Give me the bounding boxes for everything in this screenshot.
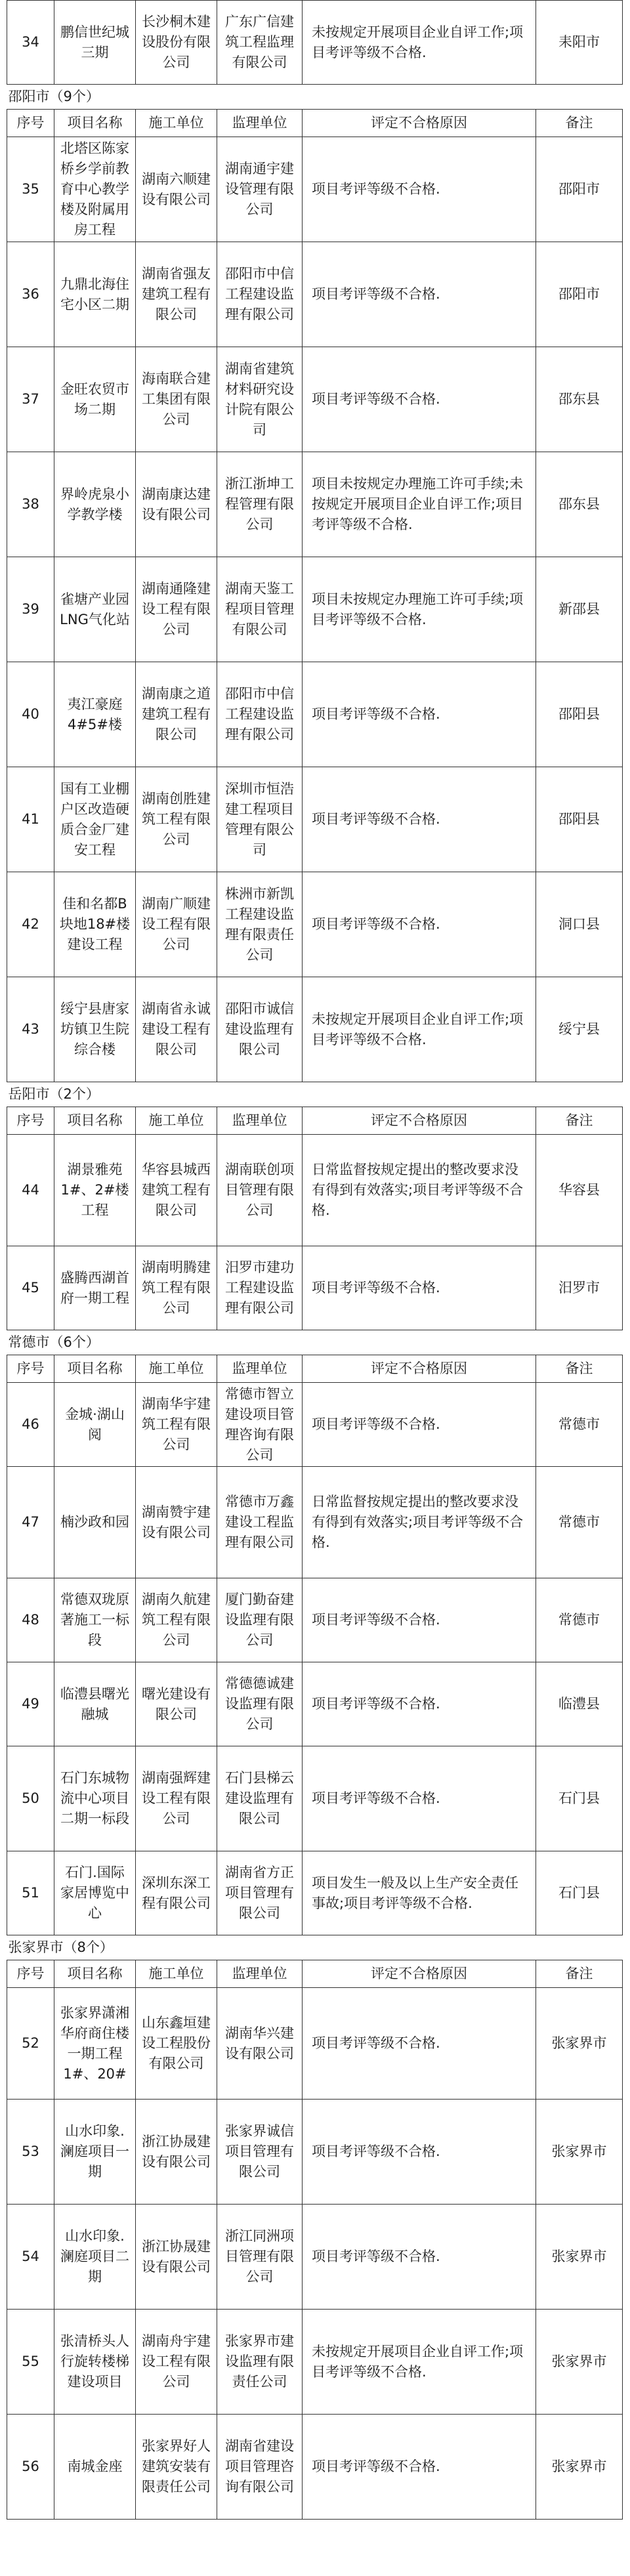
supervisor: 湖南省方正项目管理有限公司: [217, 1851, 303, 1935]
failure-reason: 未按规定开展项目企业自评工作;项目考评等级不合格.: [303, 2310, 536, 2415]
project-name: 湖景雅苑1#、2#楼工程: [54, 1135, 136, 1246]
project-name: 绥宁县唐家坊镇卫生院综合楼: [54, 977, 136, 1082]
section-title-row: [7, 1082, 623, 1107]
header-seq: 序号: [7, 1107, 54, 1135]
row-number: 34: [7, 1, 54, 85]
header-project-name: 项目名称: [54, 110, 136, 137]
remark: 华容县: [536, 1135, 623, 1246]
remark: 邵阳县: [536, 767, 623, 872]
remark: 石门县: [536, 1851, 623, 1935]
contractor: 湖南舟宇建设工程有限公司: [136, 2310, 217, 2415]
row-number: 42: [7, 872, 54, 977]
header-reason: 评定不合格原因: [303, 1355, 536, 1383]
row-number: 35: [7, 137, 54, 242]
supervisor: 常德市智立建设项目管理咨询有限公司: [217, 1383, 303, 1467]
contractor: 华容县城西建筑工程有限公司: [136, 1135, 217, 1246]
table-row: [7, 1851, 623, 1935]
project-name: 佳和名都B块地18#楼建设工程: [54, 872, 136, 977]
header-project-name: 项目名称: [54, 1355, 136, 1383]
row-number: 40: [7, 662, 54, 767]
remark: 新邵县: [536, 557, 623, 662]
header-reason: 评定不合格原因: [303, 1960, 536, 1988]
remark: 邵阳市: [536, 242, 623, 347]
row-number: 56: [7, 2415, 54, 2520]
row-number: 50: [7, 1746, 54, 1851]
table-row: [7, 1988, 623, 2100]
row-number: 43: [7, 977, 54, 1082]
section-title-row: [7, 85, 623, 110]
contractor: 湖南赞宇建设有限公司: [136, 1467, 217, 1578]
table-body: [7, 1, 623, 2520]
remark: 常德市: [536, 1578, 623, 1662]
row-number: 48: [7, 1578, 54, 1662]
supervisor: 厦门勤奋建设监理有限公司: [217, 1578, 303, 1662]
header-remark: 备注: [536, 1355, 623, 1383]
supervisor: 湖南省建设项目管理咨询有限公司: [217, 2415, 303, 2520]
supervisor: 湖南天鉴工程项目管理有限公司: [217, 557, 303, 662]
remark: 临澧县: [536, 1662, 623, 1746]
supervisor: 株洲市新凯工程建设监理有限责任公司: [217, 872, 303, 977]
contractor: 湖南康之道建筑工程有限公司: [136, 662, 217, 767]
failure-reason: 未按规定开展项目企业自评工作;项目考评等级不合格.: [303, 977, 536, 1082]
row-number: 39: [7, 557, 54, 662]
supervisor: 邵阳市中信工程建设监理有限公司: [217, 662, 303, 767]
table-row: [7, 1746, 623, 1851]
remark: 洞口县: [536, 872, 623, 977]
project-name: 鹏信世纪城三期: [54, 1, 136, 85]
supervisor: 浙江同洲项目管理有限公司: [217, 2205, 303, 2310]
header-contractor: 施工单位: [136, 1355, 217, 1383]
failure-reason: 项目考评等级不合格.: [303, 1578, 536, 1662]
supervisor: 常德德诚建设监理有限公司: [217, 1662, 303, 1746]
table-row: [7, 347, 623, 452]
header-remark: 备注: [536, 1960, 623, 1988]
supervisor: 湖南联创项目管理有限公司: [217, 1135, 303, 1246]
section-title: 张家界市（8个）: [7, 1935, 623, 1960]
project-name: 张清桥头人行旋转楼梯建设项目: [54, 2310, 136, 2415]
header-remark: 备注: [536, 110, 623, 137]
row-number: 52: [7, 1988, 54, 2100]
failure-reason: 项目考评等级不合格.: [303, 2100, 536, 2205]
failure-reason: 项目考评等级不合格.: [303, 872, 536, 977]
project-name: 夷江豪庭4#5#楼: [54, 662, 136, 767]
row-number: 41: [7, 767, 54, 872]
row-number: 46: [7, 1383, 54, 1467]
contractor: 湖南康达建设有限公司: [136, 452, 217, 557]
failure-reason: 项目考评等级不合格.: [303, 1662, 536, 1746]
contractor: 浙江协晟建设有限公司: [136, 2100, 217, 2205]
failure-reason: 项目未按规定办理施工许可手续;项目考评等级不合格.: [303, 557, 536, 662]
failure-reason: 项目考评等级不合格.: [303, 1746, 536, 1851]
table-row: [7, 452, 623, 557]
header-project-name: 项目名称: [54, 1960, 136, 1988]
section-title: 常德市（6个）: [7, 1330, 623, 1355]
project-name: 金城·湖山阅: [54, 1383, 136, 1467]
table-row: [7, 137, 623, 242]
supervisor: 广东广信建筑工程监理有限公司: [217, 1, 303, 85]
supervisor: 邵阳市诚信建设监理有限公司: [217, 977, 303, 1082]
remark: 耒阳市: [536, 1, 623, 85]
row-number: 51: [7, 1851, 54, 1935]
section-title-row: [7, 1330, 623, 1355]
table-row: [7, 2415, 623, 2520]
header-contractor: 施工单位: [136, 1107, 217, 1135]
failure-reason: 项目考评等级不合格.: [303, 1988, 536, 2100]
contractor: 张家界好人建筑安装有限责任公司: [136, 2415, 217, 2520]
row-number: 55: [7, 2310, 54, 2415]
header-supervisor: 监理单位: [217, 110, 303, 137]
contractor: 曙光建设有限公司: [136, 1662, 217, 1746]
contractor: 湖南广顺建设工程有限公司: [136, 872, 217, 977]
section-title: 岳阳市（2个）: [7, 1082, 623, 1107]
project-name: 界岭虎泉小学教学楼: [54, 452, 136, 557]
contractor: 长沙桐木建设股份有限公司: [136, 1, 217, 85]
table-row: [7, 2100, 623, 2205]
header-seq: 序号: [7, 110, 54, 137]
row-number: 37: [7, 347, 54, 452]
project-name: 金旺农贸市场二期: [54, 347, 136, 452]
row-number: 36: [7, 242, 54, 347]
header-supervisor: 监理单位: [217, 1960, 303, 1988]
failure-reason: 项目考评等级不合格.: [303, 1383, 536, 1467]
table-row: [7, 242, 623, 347]
table-row: [7, 767, 623, 872]
table-row: [7, 1578, 623, 1662]
section-title-row: [7, 1935, 623, 1960]
row-number: 47: [7, 1467, 54, 1578]
remark: 邵阳县: [536, 662, 623, 767]
remark: 邵东县: [536, 347, 623, 452]
header-contractor: 施工单位: [136, 110, 217, 137]
contractor: 湖南省强友建筑工程有限公司: [136, 242, 217, 347]
row-number: 54: [7, 2205, 54, 2310]
remark: 张家界市: [536, 2310, 623, 2415]
remark: 邵阳市: [536, 137, 623, 242]
failure-reason: 项目考评等级不合格.: [303, 242, 536, 347]
contractor: 海南联合建工集团有限公司: [136, 347, 217, 452]
project-name: 临澧县曙光融城: [54, 1662, 136, 1746]
header-contractor: 施工单位: [136, 1960, 217, 1988]
row-number: 45: [7, 1246, 54, 1330]
project-name: 山水印象.澜庭项目一期: [54, 2100, 136, 2205]
header-row: [7, 1355, 623, 1383]
header-row: [7, 1107, 623, 1135]
supervisor: 石门县梯云建设监理有限公司: [217, 1746, 303, 1851]
project-name: 常德双珑原著施工一标段: [54, 1578, 136, 1662]
supervisor: 深圳市恒浩建工程项目管理有限公司: [217, 767, 303, 872]
header-project-name: 项目名称: [54, 1107, 136, 1135]
contractor: 湖南六顺建设有限公司: [136, 137, 217, 242]
header-row: [7, 1960, 623, 1988]
supervisor: 常德市万鑫建设工程监理有限公司: [217, 1467, 303, 1578]
supervisor: 湖南华兴建设有限公司: [217, 1988, 303, 2100]
failure-reason: 项目未按规定办理施工许可手续;未按规定开展项目企业自评工作;项目考评等级不合格.: [303, 452, 536, 557]
remark: 张家界市: [536, 2415, 623, 2520]
header-reason: 评定不合格原因: [303, 110, 536, 137]
project-name: 南城金座: [54, 2415, 136, 2520]
remark: 石门县: [536, 1746, 623, 1851]
remark: 汨罗市: [536, 1246, 623, 1330]
table-row: [7, 557, 623, 662]
contractor: 湖南明腾建筑工程有限公司: [136, 1246, 217, 1330]
project-name: 九鼎北海住宅小区二期: [54, 242, 136, 347]
failure-reason: 未按规定开展项目企业自评工作;项目考评等级不合格.: [303, 1, 536, 85]
failure-reason: 项目考评等级不合格.: [303, 137, 536, 242]
contractor: 湖南久航建筑工程有限公司: [136, 1578, 217, 1662]
failure-reason: 日常监督按规定提出的整改要求没有得到有效落实;项目考评等级不合格.: [303, 1467, 536, 1578]
table-row: [7, 872, 623, 977]
contractor: 浙江协晟建设有限公司: [136, 2205, 217, 2310]
project-name: 山水印象.澜庭项目二期: [54, 2205, 136, 2310]
project-list-table: [7, 0, 623, 2520]
failure-reason: 项目考评等级不合格.: [303, 1246, 536, 1330]
table-row: [7, 1135, 623, 1246]
failure-reason: 项目考评等级不合格.: [303, 2415, 536, 2520]
row-number: 49: [7, 1662, 54, 1746]
project-name: 石门.国际家居博览中心: [54, 1851, 136, 1935]
failure-reason: 项目考评等级不合格.: [303, 662, 536, 767]
table-row: [7, 977, 623, 1082]
remark: 邵东县: [536, 452, 623, 557]
table-row: [7, 1662, 623, 1746]
header-seq: 序号: [7, 1960, 54, 1988]
table-row: [7, 2205, 623, 2310]
failure-reason: 项目考评等级不合格.: [303, 767, 536, 872]
contractor: 湖南创胜建筑工程有限公司: [136, 767, 217, 872]
table-row: [7, 662, 623, 767]
failure-reason: 项目考评等级不合格.: [303, 347, 536, 452]
table-row: [7, 2310, 623, 2415]
failure-reason: 日常监督按规定提出的整改要求没有得到有效落实;项目考评等级不合格.: [303, 1135, 536, 1246]
failure-reason: 项目考评等级不合格.: [303, 2205, 536, 2310]
contractor: 湖南华宇建筑工程有限公司: [136, 1383, 217, 1467]
header-remark: 备注: [536, 1107, 623, 1135]
header-supervisor: 监理单位: [217, 1355, 303, 1383]
table-row: [7, 1383, 623, 1467]
table-row: [7, 1, 623, 85]
supervisor: 湖南省建筑材料研究设计院有限公司: [217, 347, 303, 452]
contractor: 山东鑫垣建设工程股份有限公司: [136, 1988, 217, 2100]
table-row: [7, 1246, 623, 1330]
failure-reason: 项目发生一般及以上生产安全责任事故;项目考评等级不合格.: [303, 1851, 536, 1935]
contractor: 深圳东深工程有限公司: [136, 1851, 217, 1935]
row-number: 44: [7, 1135, 54, 1246]
project-name: 国有工业棚户区改造硬质合金厂建安工程: [54, 767, 136, 872]
header-seq: 序号: [7, 1355, 54, 1383]
project-name: 雀塘产业园LNG气化站: [54, 557, 136, 662]
remark: 绥宁县: [536, 977, 623, 1082]
contractor: 湖南通隆建设工程有限公司: [136, 557, 217, 662]
supervisor: 张家界市建设监理有限责任公司: [217, 2310, 303, 2415]
header-reason: 评定不合格原因: [303, 1107, 536, 1135]
remark: 张家界市: [536, 2205, 623, 2310]
project-name: 北塔区陈家桥乡学前教育中心教学楼及附属用房工程: [54, 137, 136, 242]
row-number: 38: [7, 452, 54, 557]
supervisor: 邵阳市中信工程建设监理有限公司: [217, 242, 303, 347]
header-row: [7, 110, 623, 137]
contractor: 湖南强辉建设工程有限公司: [136, 1746, 217, 1851]
section-title: 邵阳市（9个）: [7, 85, 623, 110]
supervisor: 湖南通宇建设管理有限公司: [217, 137, 303, 242]
project-name: 石门东城物流中心项目二期一标段: [54, 1746, 136, 1851]
supervisor: 汨罗市建功工程建设监理有限公司: [217, 1246, 303, 1330]
remark: 常德市: [536, 1383, 623, 1467]
remark: 张家界市: [536, 2100, 623, 2205]
row-number: 53: [7, 2100, 54, 2205]
contractor: 湖南省永诚建设工程有限公司: [136, 977, 217, 1082]
supervisor: 张家界诚信项目管理有限公司: [217, 2100, 303, 2205]
project-name: 楠沙政和园: [54, 1467, 136, 1578]
header-supervisor: 监理单位: [217, 1107, 303, 1135]
supervisor: 浙江浙坤工程管理有限公司: [217, 452, 303, 557]
project-name: 盛腾西湖首府一期工程: [54, 1246, 136, 1330]
remark: 张家界市: [536, 1988, 623, 2100]
table-row: [7, 1467, 623, 1578]
remark: 常德市: [536, 1467, 623, 1578]
project-name: 张家界潇湘华府商住楼一期工程1#、20#: [54, 1988, 136, 2100]
